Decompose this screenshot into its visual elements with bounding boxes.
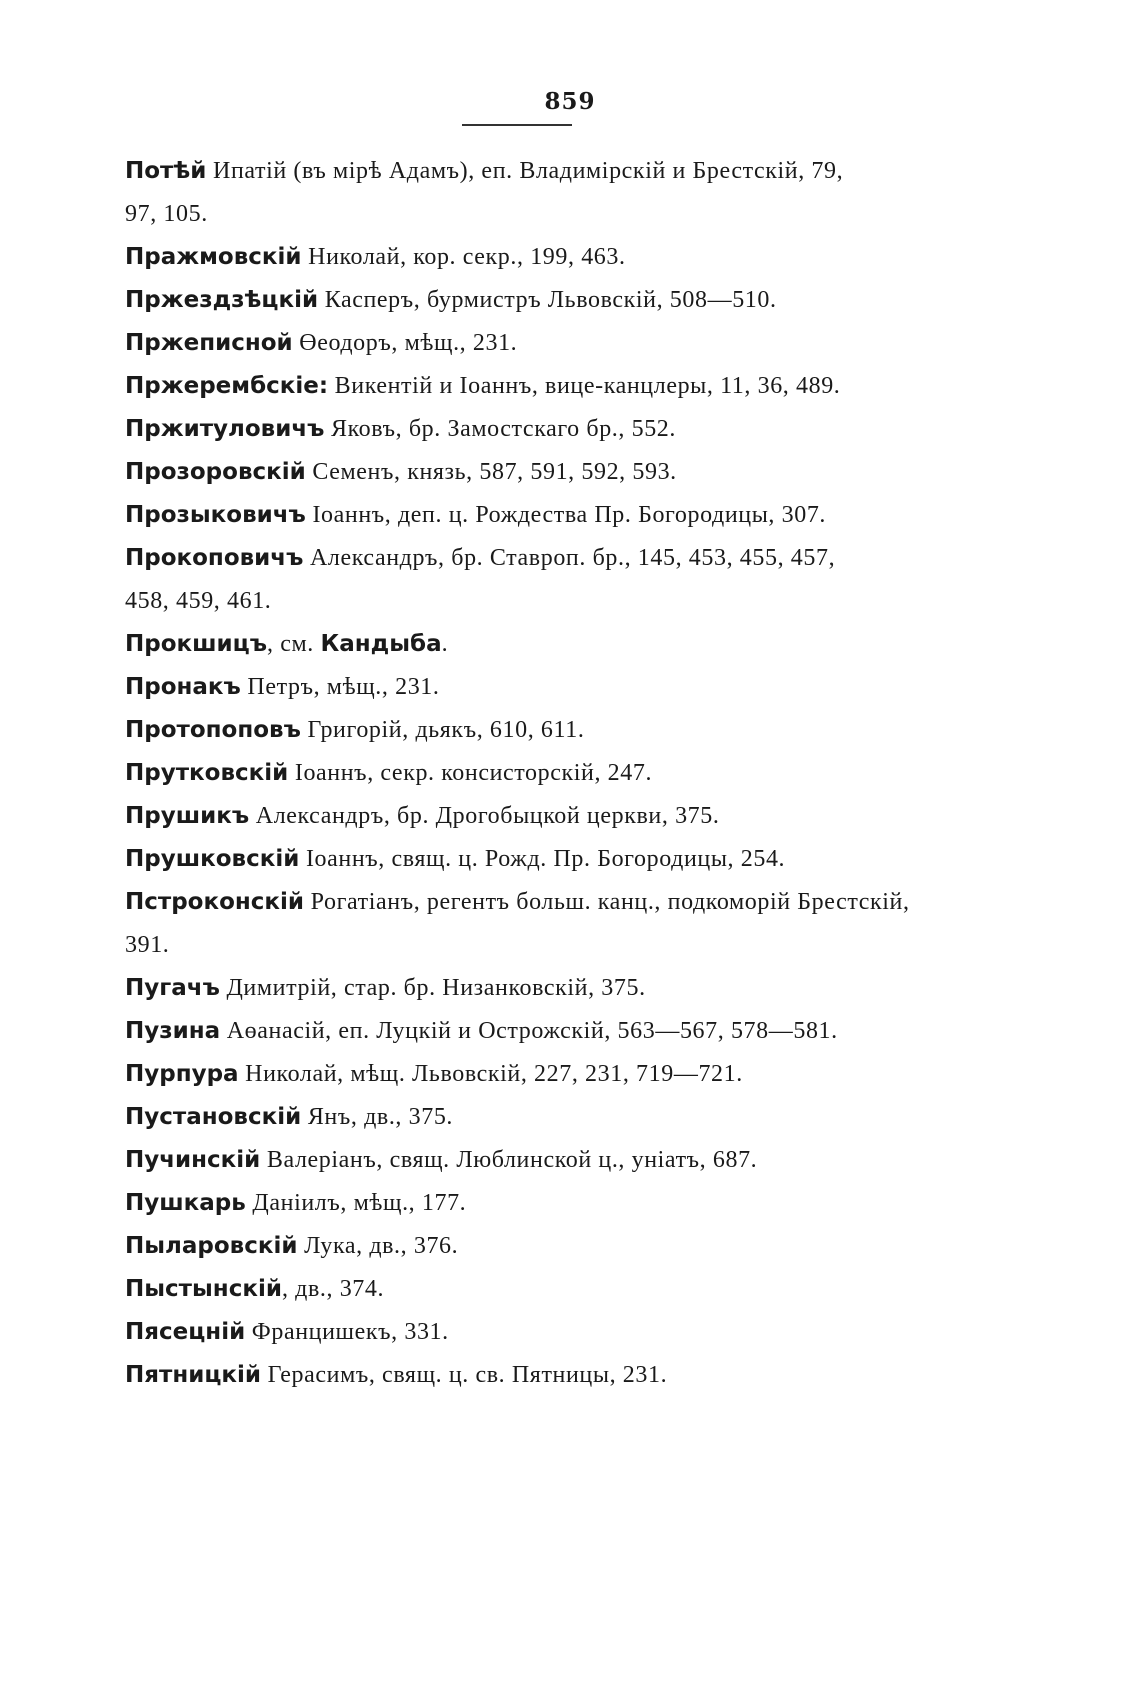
entry-text: Александръ, бр. Ставроп. бр., 145, 453, 455, 457, (303, 545, 836, 571)
index-entry (125, 1010, 945, 1053)
entry-surname: Пстроконскій (125, 889, 305, 915)
entry-surname: Пронакъ (125, 674, 241, 700)
entry-text: Францишекъ, 331. (245, 1319, 449, 1345)
entry-text: Петръ, мѣщ., 231. (240, 674, 440, 700)
entry-text: Аөанасій, еп. Луцкій и Острожскій, 563—567, 578—581. (220, 1018, 838, 1044)
entry-surname: Пржездзѣцкій (125, 287, 319, 313)
entry-surname: Прокшицъ (125, 631, 267, 657)
entry-continuation: 97, 105. (125, 201, 208, 227)
index-entry (125, 451, 945, 494)
entry-surname: Пыларовскій (125, 1233, 298, 1259)
entry-surname: Прутковскій (125, 760, 289, 786)
index-entry (125, 365, 945, 408)
index-entry (125, 666, 945, 709)
entry-text: , см. (267, 631, 321, 657)
entry-text: Валеріанъ, свящ. Люблинской ц., уніатъ, 687. (260, 1147, 758, 1173)
entry-text: Николай, мѣщ. Львовскій, 227, 231, 719—721. (238, 1061, 743, 1087)
entry-surname: Пучинскій (125, 1147, 261, 1173)
entry-surname: Прушковскій (125, 846, 300, 872)
entry-surname: Пыстынскій (125, 1276, 282, 1302)
entry-surname: Пузина (125, 1018, 221, 1044)
entry-continuation: 391. (125, 932, 170, 958)
page-number: 859 (544, 88, 596, 115)
entry-text: Яковъ, бр. Замостскаго бр., 552. (324, 416, 676, 442)
entry-tail: . (441, 631, 449, 657)
entry-text: Касперъ, бурмистръ Львовскій, 508—510. (318, 287, 777, 313)
entry-surname: Пржеписной (125, 330, 293, 356)
entry-surname: Пушкарь (125, 1190, 246, 1216)
entry-text: Викентій и Іоаннъ, вице-канцлеры, 11, 36, 489. (328, 373, 841, 399)
index-entry (125, 709, 945, 752)
index-entry (125, 279, 945, 322)
entry-surname: Потѣй (125, 158, 207, 184)
index-entry (125, 1225, 945, 1268)
index-entry (125, 1354, 945, 1397)
entry-surname: Пурпура (125, 1061, 239, 1087)
index-entry (125, 623, 945, 666)
entry-surname: Пржерембскіе: (125, 373, 329, 399)
entry-text: Григорій, дьякъ, 610, 611. (300, 717, 585, 743)
index-entry (125, 408, 945, 451)
entry-surname: Пясецній (125, 1319, 246, 1345)
index-entry (125, 1182, 945, 1225)
index-entry (125, 150, 945, 236)
entry-text: Николай, кор. секр., 199, 463. (301, 244, 626, 270)
entry-text: , дв., 374. (281, 1276, 385, 1302)
entry-text: Герасимъ, свящ. ц. св. Пятницы, 231. (261, 1362, 668, 1388)
entry-surname: Прушикъ (125, 803, 250, 829)
entry-text: Рогатіанъ, регентъ больш. канц., подкоморій Брестскій, (304, 889, 910, 915)
entry-continuation: 458, 459, 461. (125, 588, 272, 614)
entry-text: Өеодоръ, мѣщ., 231. (292, 330, 518, 356)
header-rule (462, 124, 572, 126)
index-entry (125, 322, 945, 365)
entry-surname: Протопоповъ (125, 717, 301, 743)
index-entry (125, 537, 945, 623)
index-entry (125, 1268, 945, 1311)
entry-surname: Прокоповичъ (125, 545, 304, 571)
entry-text: Янъ, дв., 375. (301, 1104, 454, 1130)
entry-text: Даніилъ, мѣщ., 177. (245, 1190, 467, 1216)
index-entry (125, 1139, 945, 1182)
entry-surname: Пржитуловичъ (125, 416, 325, 442)
entry-text: Іоаннъ, свящ. ц. Рожд. Пр. Богородицы, 254. (299, 846, 786, 872)
entry-text: Іоаннъ, деп. ц. Рождества Пр. Богородицы, 307. (305, 502, 827, 528)
index-entry (125, 236, 945, 279)
index-entry (125, 1053, 945, 1096)
entry-surname: Пугачъ (125, 975, 220, 1001)
entry-text: Іоаннъ, секр. консисторскій, 247. (288, 760, 653, 786)
index-list (125, 150, 945, 1397)
index-entry (125, 1311, 945, 1354)
index-entry (125, 967, 945, 1010)
entry-text: Александръ, бр. Дрогобыцкой церкви, 375. (249, 803, 720, 829)
entry-surname: Пустановскій (125, 1104, 302, 1130)
entry-text: Ипатій (въ мірѣ Адамъ), еп. Владимірскій и Брестскій, 79, (206, 158, 844, 184)
entry-text: Димитрій, стар. бр. Низанковскій, 375. (219, 975, 646, 1001)
entry-surname: Пражмовскій (125, 244, 302, 270)
index-entry (125, 494, 945, 537)
index-entry (125, 795, 945, 838)
index-entry (125, 838, 945, 881)
index-entry (125, 752, 945, 795)
entry-surname: Пятницкій (125, 1362, 262, 1388)
cross-reference-surname: Кандыба (320, 631, 442, 657)
index-entry (125, 1096, 945, 1139)
entry-text: Семенъ, князь, 587, 591, 592, 593. (305, 459, 677, 485)
index-entry (125, 881, 945, 967)
entry-surname: Прозыковичъ (125, 502, 306, 528)
entry-text: Лука, дв., 376. (297, 1233, 459, 1259)
entry-surname: Прозоровскій (125, 459, 306, 485)
